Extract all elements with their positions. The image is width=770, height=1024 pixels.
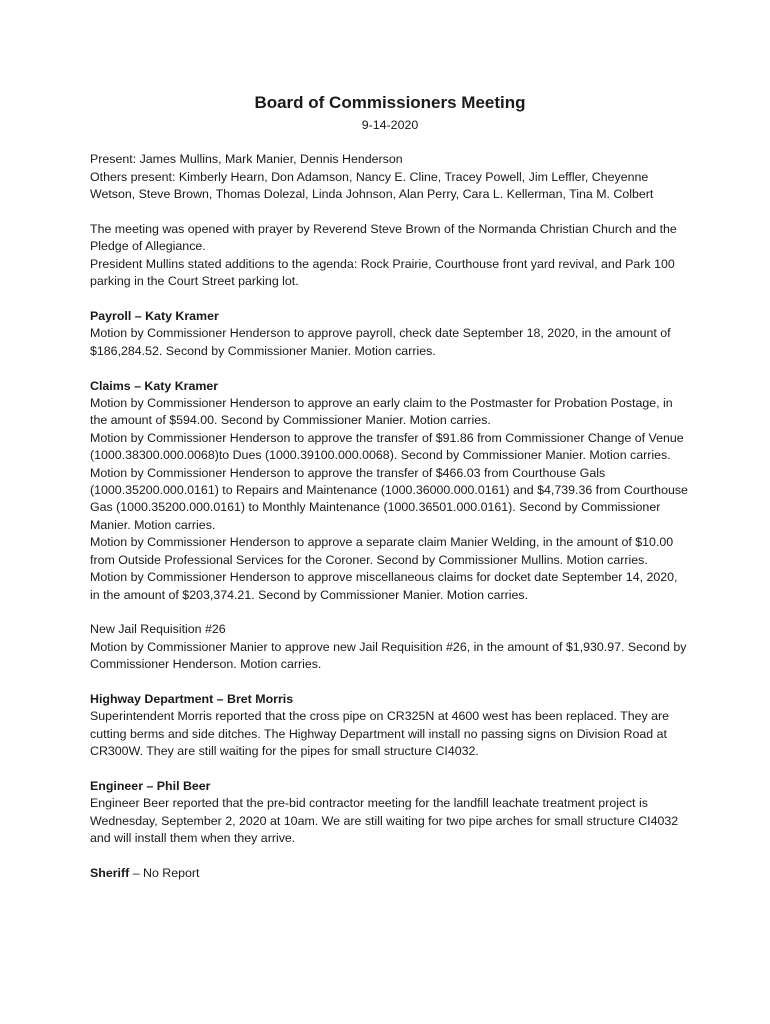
claims-motion: Motion by Commissioner Henderson to approve the transfer of $91.86 from Commissioner Change of Venue (1000.38300.000.0068)to Dues (1000.39100.000.0068). Second by Commissioner Manier. Motion carries. xyxy=(90,430,684,463)
claims-motion: Motion by Commissioner Henderson to approve an early claim to the Postmaster for Probation Postage, in the amount of $594.00. Second by Commissioner Manier. Motion carries. xyxy=(90,396,673,428)
payroll-motion: Motion by Commissioner Henderson to approve payroll, check date September 18, 2020, in the amount of $186,284.52. Second by Commissioner Manier. Motion carries. xyxy=(90,326,671,358)
claims-heading: Claims – Katy Kramer xyxy=(90,378,219,393)
highway-heading: Highway Department – Bret Morris xyxy=(90,691,294,706)
engineer-heading: Engineer – Phil Beer xyxy=(90,778,211,793)
spacer xyxy=(90,360,690,377)
spacer xyxy=(90,848,690,865)
claims-motion: Motion by Commissioner Henderson to approve a separate claim Manier Welding, in the amount of $10.00 from Outside Professional Services for the Coroner. Second by Commissioner Mullins. Motion carries. xyxy=(90,535,674,567)
spacer xyxy=(90,604,690,621)
highway-report: Superintendent Morris reported that the cross pipe on CR325N at 4600 west has been replaced. They are cutting berms and side ditches. The Highway Department will install no passing signs on Division Road at CR300W. They are still waiting for the pipes for small structure CI4032. xyxy=(90,709,670,759)
attendees-present: Present: James Mullins, Mark Manier, Dennis Henderson xyxy=(90,152,403,167)
meeting-date: 9-14-2020 xyxy=(361,118,419,132)
spacer xyxy=(90,761,690,778)
document-title: Board of Commissioners Meeting xyxy=(254,93,526,112)
sheriff-heading: Sheriff xyxy=(90,865,130,880)
spacer xyxy=(90,674,690,691)
claims-motion: Motion by Commissioner Henderson to approve miscellaneous claims for docket date September 14, 2020, in the amount of $203,374.21. Second by Commissioner Manier. Motion carries. xyxy=(90,570,678,602)
jail-heading: New Jail Requisition #26 xyxy=(90,622,226,637)
spacer xyxy=(90,204,690,221)
claims-motion: Motion by Commissioner Henderson to approve the transfer of $466.03 from Courthouse Gals (1000.35200.000.0161) to Repairs and Maintenance (1000.36000.000.0161) and $4,739.36 from Courthouse Gas (1000.35200.000.0161) to Monthly Maintenance (1000.36501.000.0161). Second by Commissioner Manier. Motion carries. xyxy=(90,465,688,532)
agenda-additions: President Mullins stated additions to the agenda: Rock Prairie, Courthouse front yard revival, and Park 100 parking in the Court Street parking lot. xyxy=(90,256,675,289)
engineer-report: Engineer Beer reported that the pre-bid contractor meeting for the landfill leachate treatment project is Wednesday, September 2, 2020 at 10am. We are still waiting for two pipe arches for small structure CI4032 and will install them when they arrive. xyxy=(90,796,679,846)
payroll-heading: Payroll – Katy Kramer xyxy=(90,309,219,324)
document-page xyxy=(90,92,690,882)
jail-motion: Motion by Commissioner Manier to approve new Jail Requisition #26, in the amount of $1,930.97. Second by Commissioner Henderson. Motion carries. xyxy=(90,639,687,672)
sheriff-line xyxy=(90,865,690,882)
spacer xyxy=(90,291,690,308)
others-present: Others present: Kimberly Hearn, Don Adamson, Nancy E. Cline, Tracey Powell, Jim Leffler, Cheyenne Wetson, Steve Brown, Thomas Dolezal, Linda Johnson, Alan Perry, Cara L. Kellerman, Tina M. Colbert xyxy=(90,169,654,202)
opening-paragraph: The meeting was opened with prayer by Reverend Steve Brown of the Normanda Christian Church and the Pledge of Allegiance. xyxy=(90,222,677,254)
sheriff-status: – No Report xyxy=(129,865,200,880)
